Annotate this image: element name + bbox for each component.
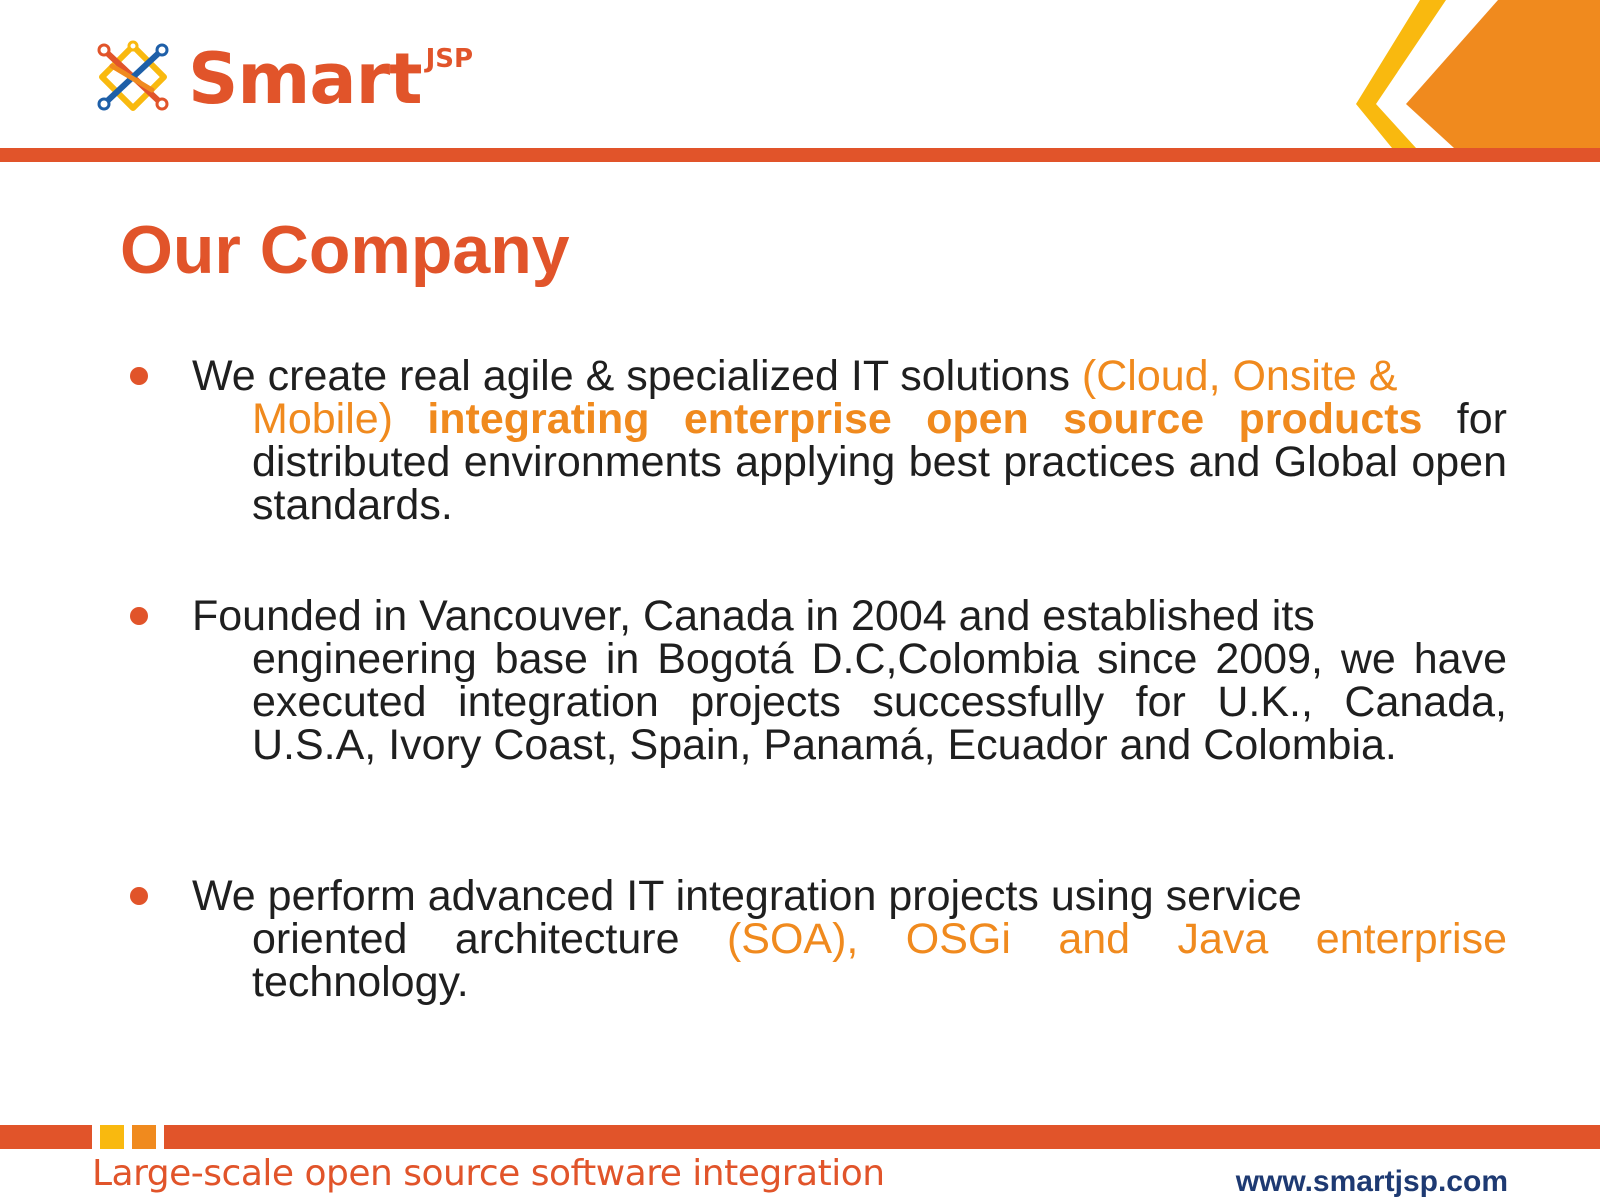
bullet-text: technology. bbox=[252, 958, 469, 1006]
bullet-first-line: We perform advanced IT integration projects using service bbox=[192, 872, 1302, 920]
bullet-continuation: engineering base in Bogotá D.C,Colombia since 2009, we have executed integration projects successfully for U.K., Canada, U.S.A, Ivory Coast, Spain, Panamá, Ecuador and Colombia. bbox=[252, 635, 1507, 769]
header-divider bbox=[0, 148, 1600, 162]
bullet-continuation bbox=[192, 395, 1507, 529]
bullet-item bbox=[130, 352, 1507, 529]
slide-title: Our Company bbox=[120, 212, 570, 288]
bullet-highlight: (Cloud, Onsite & bbox=[1081, 352, 1398, 400]
footer-divider-gap bbox=[156, 1125, 164, 1149]
bullet-text: We create real agile & specialized IT solutions bbox=[192, 352, 1082, 400]
bullet-text: for distributed environments applying best practices and Global open standards. bbox=[252, 395, 1507, 529]
logo-wordmark: Smart bbox=[188, 38, 422, 120]
circuit-knot-logo-icon bbox=[92, 38, 174, 116]
bullet-dot-icon bbox=[130, 367, 148, 385]
footer-accent-square bbox=[132, 1125, 156, 1149]
footer-divider-gap bbox=[124, 1125, 132, 1149]
bullet-first-line bbox=[192, 352, 1507, 400]
bullet-bold-highlight: integrating enterprise open source products bbox=[427, 395, 1423, 443]
bullet-dot-icon bbox=[130, 607, 148, 625]
bullet-dot-icon bbox=[130, 887, 148, 905]
footer-website-link[interactable]: www.smartjsp.com bbox=[1235, 1165, 1508, 1198]
slide-header bbox=[0, 0, 1600, 163]
smartjsp-logo bbox=[92, 38, 473, 118]
footer-tagline: Large-scale open source software integration bbox=[92, 1153, 885, 1194]
bullet-item bbox=[130, 592, 1507, 769]
footer-divider-gap bbox=[92, 1125, 100, 1149]
bullet-continuation bbox=[192, 915, 1507, 1006]
bullet-highlight: Mobile) bbox=[252, 395, 428, 443]
bullet-item bbox=[130, 872, 1507, 1006]
bullet-text: oriented architecture bbox=[252, 915, 727, 963]
bullet-highlight: (SOA), OSGi and Java enterprise bbox=[726, 915, 1507, 963]
bullet-first-line: Founded in Vancouver, Canada in 2004 and established its bbox=[192, 592, 1315, 640]
logo-superscript: JSP bbox=[425, 44, 474, 74]
corner-chevron-graphic bbox=[1330, 0, 1600, 148]
footer-divider bbox=[0, 1125, 1600, 1149]
footer-accent-square bbox=[100, 1125, 124, 1149]
